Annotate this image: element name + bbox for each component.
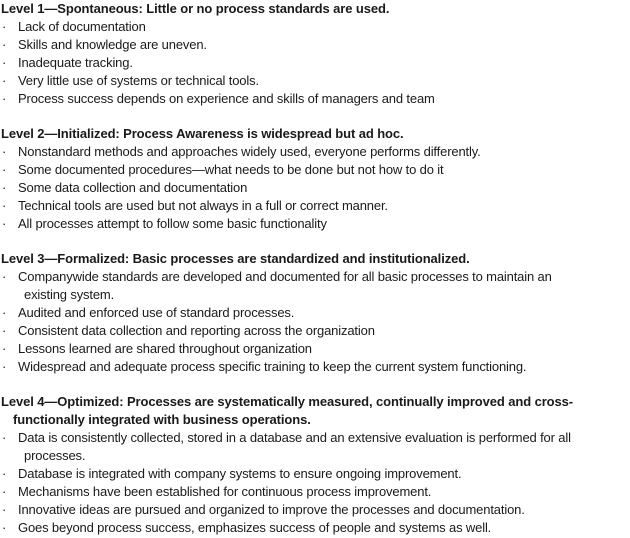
level-4-list: [1, 429, 626, 537]
level-2-heading: Level 2—Initialized: Process Awareness is widespread but ad hoc.: [1, 126, 404, 141]
bullet-icon: ·: [2, 144, 7, 159]
level-1-section: [1, 0, 626, 108]
list-item: · Audited and enforced use of standard processes.: [2, 305, 295, 320]
list-item: · Inadequate tracking.: [2, 55, 133, 70]
list-item: · Process success depends on experience and skills of managers and team: [2, 91, 435, 106]
bullet-icon: ·: [2, 502, 7, 517]
bullet-icon: ·: [2, 73, 7, 88]
list-item: · Very little use of systems or technical tools.: [2, 73, 259, 88]
level-2-section: [1, 125, 626, 233]
bullet-icon: ·: [2, 520, 7, 535]
list-item: · Companywide standards are developed and documented for all basic processes to maintain an existing system.: [2, 269, 552, 302]
list-item: · Database is integrated with company systems to ensure ongoing improvement.: [2, 466, 462, 481]
level-3-heading: Level 3—Formalized: Basic processes are standardized and institutionalized.: [1, 251, 470, 266]
bullet-icon: ·: [2, 305, 7, 320]
bullet-icon: ·: [2, 430, 7, 445]
level-3-list: [1, 268, 626, 376]
list-item: · Data is consistently collected, stored in a database and an extensive evaluation is performed for all processes.: [2, 430, 571, 463]
bullet-icon: ·: [2, 198, 7, 213]
level-4-section: [1, 393, 626, 537]
bullet-icon: ·: [2, 359, 7, 374]
list-item: · Lack of documentation: [2, 19, 146, 34]
bullet-icon: ·: [2, 19, 7, 34]
list-item: · Widespread and adequate process specific training to keep the current system functioning.: [2, 359, 527, 374]
list-item: · Innovative ideas are pursued and organized to improve the processes and documentation.: [2, 502, 525, 517]
level-4-heading: Level 4—Optimized: Processes are systematically measured, continually improved and cross- functionally integrated with business operations.: [1, 394, 574, 427]
level-1-list: [1, 18, 626, 108]
level-2-list: [1, 143, 626, 233]
bullet-icon: ·: [2, 484, 7, 499]
list-item: · Consistent data collection and reporting across the organization: [2, 323, 375, 338]
list-item: · Lessons learned are shared throughout organization: [2, 341, 312, 356]
bullet-icon: ·: [2, 55, 7, 70]
list-item: · Nonstandard methods and approaches widely used, everyone performs differently.: [2, 144, 481, 159]
bullet-icon: ·: [2, 216, 7, 231]
bullet-icon: ·: [2, 180, 7, 195]
list-item: · Skills and knowledge are uneven.: [2, 37, 207, 52]
list-item: · Some documented procedures—what needs to be done but not how to do it: [2, 162, 444, 177]
list-item: · Technical tools are used but not always in a full or correct manner.: [2, 198, 388, 213]
bullet-icon: ·: [2, 323, 7, 338]
bullet-icon: ·: [2, 162, 7, 177]
bullet-icon: ·: [2, 269, 7, 284]
level-3-section: [1, 250, 626, 376]
bullet-icon: ·: [2, 466, 7, 481]
bullet-icon: ·: [2, 341, 7, 356]
list-item: · All processes attempt to follow some basic functionality: [2, 216, 327, 231]
list-item: · Mechanisms have been established for continuous process improvement.: [2, 484, 432, 499]
list-item: · Goes beyond process success, emphasizes success of people and systems as well.: [2, 520, 492, 535]
level-1-heading: Level 1—Spontaneous: Little or no process standards are used.: [1, 1, 390, 16]
bullet-icon: ·: [2, 91, 7, 106]
bullet-icon: ·: [2, 37, 7, 52]
list-item: · Some data collection and documentation: [2, 180, 248, 195]
